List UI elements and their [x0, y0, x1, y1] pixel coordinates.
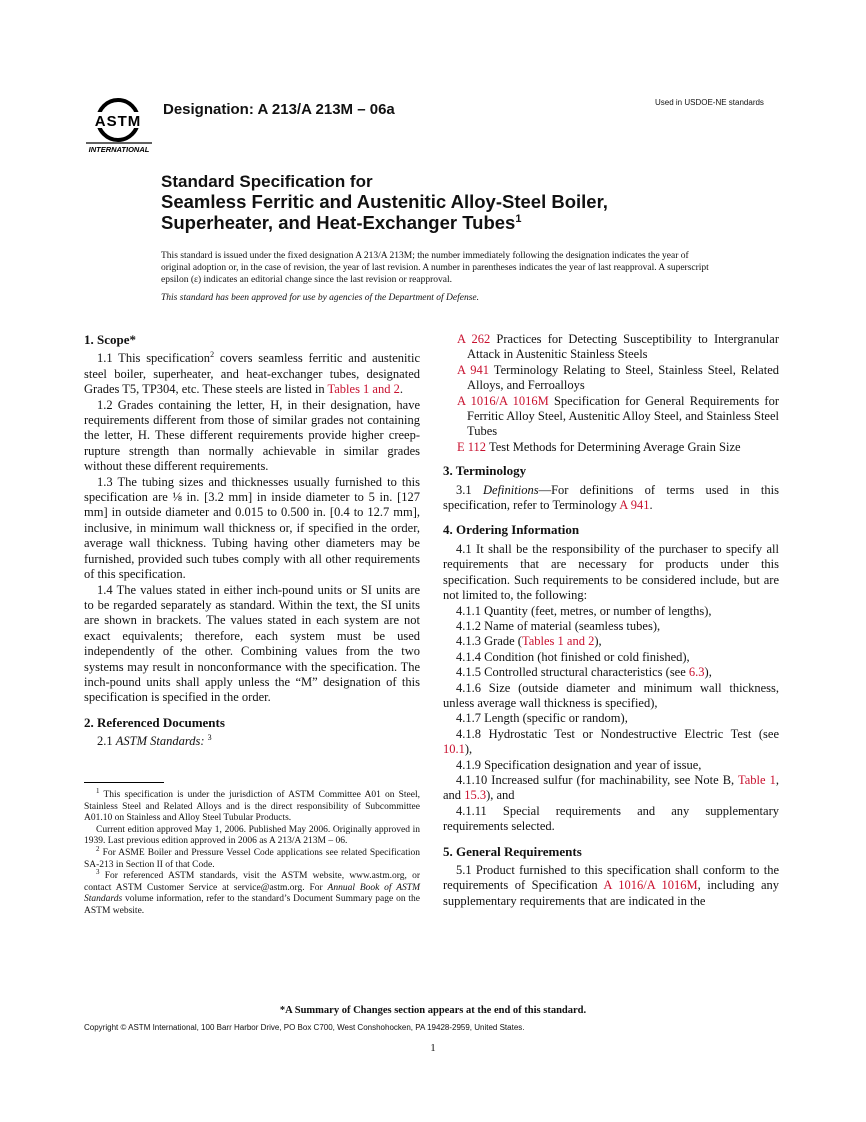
p5-1-text-b: , including any supplementary requirements that are indicated in the	[443, 878, 780, 908]
p1-1-text-b: covers seamless ferritic and austenitic steel boiler, superheater, and heat-exchanger tubes, designated Grades T5, TP304, etc. These steels are listed in	[84, 351, 420, 397]
title-line-2: Seamless Ferritic and Austenitic Alloy-Steel Boiler,	[161, 191, 608, 212]
astm-logo	[86, 96, 158, 156]
p3-1-text: —For definitions of terms used in this specification, refer to Terminology	[443, 482, 779, 513]
link-table-1[interactable]: Table 1	[737, 772, 776, 787]
ref-a1016-title: Specification for General Requirements for Ferritic Alloy Steel, Austenitic Alloy Steel, and Stainless Steel Tubes	[467, 393, 779, 439]
link-a1016[interactable]: A 1016/A 1016M	[457, 393, 549, 408]
item-4-1-10	[443, 773, 779, 804]
paragraph-2-1	[84, 734, 420, 749]
paragraph-1-1	[84, 351, 420, 397]
dod-approval-note: This standard has been approved for use by agencies of the Department of Defense.	[161, 293, 480, 303]
item-4-1-1: 4.1.1 Quantity (feet, metres, or number of lengths),	[456, 603, 712, 618]
footnote-3	[84, 868, 420, 917]
item-4-1-8-end: ),	[464, 742, 473, 757]
paragraph-1-2: 1.2 Grades containing the letter, H, in their designation, have requirements different from those of similar grades not containing the letter, H. These different requirements provide higher creep-rupture strength than normally achievable in similar grades without these different requirements.	[84, 397, 420, 474]
ref-a941-title: Terminology Relating to Steel, Stainless Steel, Related Alloys, and Ferroalloys	[467, 362, 779, 393]
link-section-10-1[interactable]: 10.1	[443, 742, 465, 757]
p2-1-number: 2.1	[97, 734, 116, 749]
title-line-3	[161, 212, 721, 233]
designation: Designation: A 213/A 213M – 06a	[163, 101, 395, 118]
section-heading-ordering-information: 4. Ordering Information	[443, 522, 580, 538]
paragraph-1-4: 1.4 The values stated in either inch-pound units or SI units are to be regarded separately as standard. Within the text, the SI units are shown in brackets. The values stated in each system are not exact equivalents; therefore, each system must be used independently of the other. Combining values from the two systems may result in nonconformance with the specification. The inch-pound units shall apply unless the “M” designation of this specification is specified in the order.	[84, 582, 420, 705]
p1-1-text-a: 1.1 This specification	[97, 351, 211, 366]
p5-1-text-a: 5.1 Product furnished to this specification shall conform to the requirements of Specification	[443, 863, 779, 893]
item-4-1-9: 4.1.9 Specification designation and year of issue,	[456, 757, 702, 772]
footnote-1	[84, 787, 420, 825]
p1-1-text-c: .	[399, 382, 403, 397]
footnote-3-annual-book: Annual Book of ASTM Standards	[84, 882, 420, 905]
link-a262[interactable]: A 262	[457, 332, 491, 346]
link-e112[interactable]: E 112	[457, 439, 487, 454]
item-4-1-7: 4.1.7 Length (specific or random),	[456, 711, 628, 726]
ref-a262-title: Practices for Detecting Susceptibility to Intergranular Attack in Austenitic Stainless Steels	[467, 332, 779, 362]
item-4-1-5-end: ),	[704, 665, 712, 680]
item-4-1-5-text: 4.1.5 Controlled structural characteristics (see	[456, 665, 689, 680]
footnote-2-mark: 2	[96, 844, 100, 853]
document-title	[161, 172, 721, 233]
item-4-1-2: 4.1.2 Name of material (seamless tubes),	[456, 618, 661, 633]
item-4-1-3-text: 4.1.3 Grade (	[456, 634, 522, 649]
link-section-6-3[interactable]: 6.3	[688, 665, 705, 680]
ref-item-a262	[443, 332, 779, 363]
footnote-3-text-b: volume information, refer to the standard’s Document Summary page on the ASTM website.	[84, 894, 420, 916]
footnote-ref-2[interactable]: 2	[210, 350, 215, 360]
paragraph-5-1	[443, 863, 779, 909]
p3-1-number: 3.1	[456, 482, 483, 497]
footnote-2	[84, 844, 421, 871]
footnote-1-text: This specification is under the jurisdiction of ASTM Committee A01 on Steel, Stainless Steel and Related Alloys and is the direct responsibility of Subcommittee A01.10 on Stainless and Alloy Steel Tubular Products.	[84, 790, 420, 824]
link-terminology-a941[interactable]: A 941	[619, 498, 650, 513]
section-heading-terminology: 3. Terminology	[443, 463, 527, 479]
item-4-1-8-text: 4.1.8 Hydrostatic Test or Nondestructive Electric Test (see	[456, 726, 779, 741]
logo-subtext: INTERNATIONAL	[88, 145, 150, 154]
section-heading-general-requirements: 5. General Requirements	[443, 843, 582, 859]
item-4-1-8	[443, 727, 779, 758]
link-section-15-3[interactable]: 15.3	[464, 788, 487, 803]
logo-text: ASTM	[94, 113, 142, 130]
item-4-1-11: 4.1.11 Special requirements and any supplementary requirements selected.	[443, 803, 779, 834]
item-4-1-6: 4.1.6 Size (outside diameter and minimum wall thickness, unless average wall thickness is specified),	[443, 680, 779, 710]
link-a941[interactable]: A 941	[457, 362, 490, 377]
item-4-1-4: 4.1.4 Condition (hot finished or cold finished),	[456, 649, 690, 664]
p3-1-definitions: Definitions	[483, 482, 539, 497]
item-4-1-3-end: ),	[594, 634, 602, 649]
p3-1-end: .	[649, 498, 653, 513]
section-heading-scope: 1. Scope*	[84, 332, 136, 347]
footnote-1-edition: Current edition approved May 1, 2006. Published May 2006. Originally approved in 1939. Last previous edition approved in 2006 as A 213/A 213M – 06.	[84, 824, 420, 847]
summary-of-changes-note: *A Summary of Changes section appears at the end of this standard.	[279, 1005, 587, 1016]
page-number: 1	[430, 1042, 436, 1054]
issue-note: This standard is issued under the fixed designation A 213/A 213M; the number immediately following the designation indicates the year of original adoption or, in the case of revision, the year of last revision. A number in parentheses indicates the year of last reapproval. A superscript epsilon (ε) indicates an editorial change since the last revision or reapproval.	[161, 251, 709, 285]
used-in-note: Used in USDOE-NE standards	[655, 98, 764, 107]
copyright-line: Copyright © ASTM International, 100 Barr Harbor Drive, PO Box C700, West Conshohocken, PA 19428-2959, United States.	[84, 1023, 525, 1032]
ref-item-e112	[443, 440, 779, 455]
right-column	[443, 332, 779, 909]
item-4-1-10-end: ), and	[486, 788, 515, 803]
ordering-items	[443, 604, 779, 835]
link-tables-1-2-grade[interactable]: Tables 1 and 2	[521, 634, 595, 649]
paragraph-4-1: 4.1 It shall be the responsibility of the purchaser to specify all requirements that are necessary for products under this specification. Such requirements to be considered include, but are not limited to, the following:	[443, 541, 779, 603]
section-heading-referenced-documents: 2. Referenced Documents	[84, 714, 225, 730]
footnote-1-mark: 1	[96, 787, 100, 795]
ref-item-a1016	[443, 394, 779, 440]
item-4-1-10-text: 4.1.10 Increased sulfur (for machinability, see Note B,	[456, 772, 738, 787]
p2-1-astm-standards: ASTM Standards:	[115, 734, 205, 749]
paragraph-3-1	[443, 483, 779, 514]
footnotes	[84, 787, 421, 918]
title-line-1: Standard Specification for	[161, 172, 373, 191]
item-4-1-10-and: , and	[443, 772, 779, 803]
footnote-3-text-a: For referenced ASTM standards, visit the ASTM website, www.astm.org, or contact ASTM Customer Service at service@astm.org. For	[84, 871, 420, 893]
ref-item-a941	[443, 363, 779, 394]
paragraph-1-3: 1.3 The tubing sizes and thicknesses usually furnished to this specification are ⅛ in. [3.2 mm] in inside diameter to 5 in. [127 mm] in outside diameter and 0.015 to 0.500 in. [0.4 to 12.7 mm], inclusive, in minimum wall thickness or, if specified in the order, average wall thickness. Tubing having other diameters may be furnished, provided such tubes comply with all other requirements of this specification.	[84, 474, 420, 582]
title-line-3-text: Superheater, and Heat-Exchanger Tubes	[161, 212, 516, 233]
ref-e112-title: Test Methods for Determining Average Grain Size	[486, 439, 741, 454]
footnote-ref-3[interactable]: 3	[207, 733, 212, 743]
link-a1016-spec[interactable]: A 1016/A 1016M	[603, 878, 698, 893]
link-tables-1-2[interactable]: Tables 1 and 2	[327, 382, 400, 397]
title-footnote-mark: 1	[515, 213, 522, 225]
footnote-divider	[84, 782, 164, 783]
left-column	[84, 332, 420, 750]
item-4-1-5	[443, 665, 779, 680]
footnote-3-mark: 3	[96, 868, 100, 877]
item-4-1-3	[443, 634, 779, 649]
footnote-2-text: For ASME Boiler and Pressure Vessel Code applications see related Specification SA-213 in Section II of that Code.	[84, 847, 421, 870]
